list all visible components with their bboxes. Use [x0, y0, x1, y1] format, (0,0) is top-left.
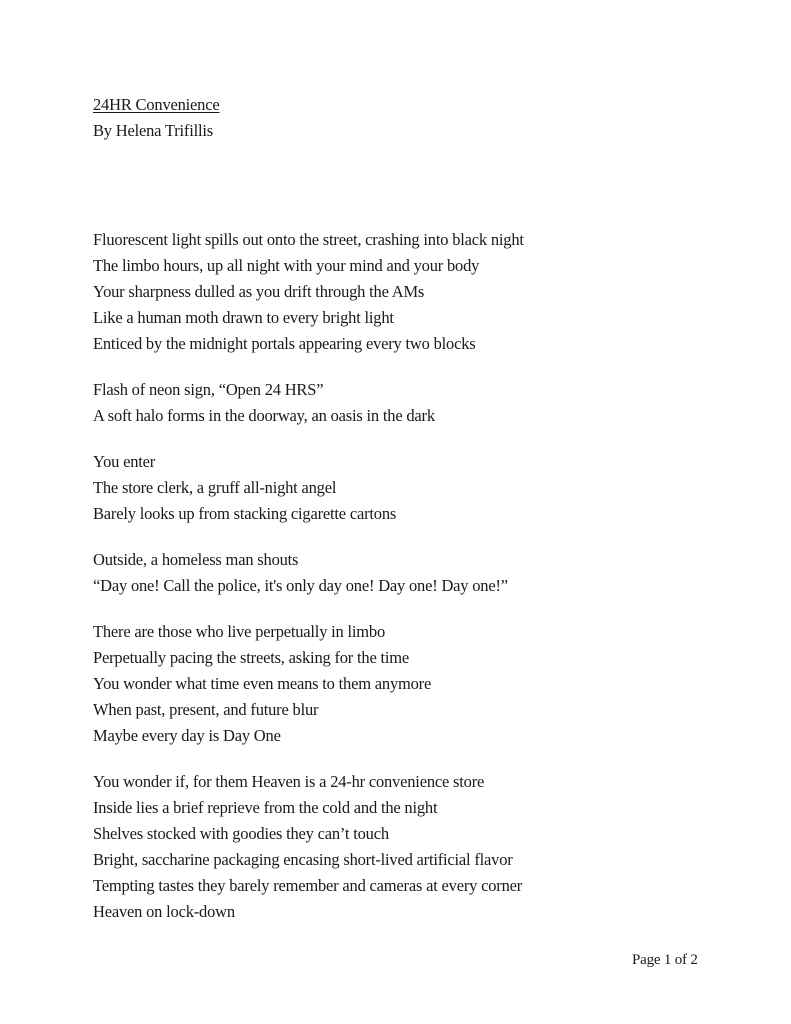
poem-line: Perpetually pacing the streets, asking for the time	[93, 648, 410, 667]
poem-title: 24HR Convenience	[93, 95, 220, 114]
poem-line: Enticed by the midnight portals appearing every two blocks	[93, 334, 476, 353]
poem-line: Flash of neon sign, “Open 24 HRS”	[93, 380, 324, 399]
poem-line: You wonder what time even means to them anymore	[93, 674, 432, 693]
poem-line: Barely looks up from stacking cigarette cartons	[93, 504, 397, 523]
poem-line: Your sharpness dulled as you drift through the AMs	[93, 282, 425, 301]
poem-line: Inside lies a brief reprieve from the cold and the night	[93, 798, 438, 817]
poem-line: Fluorescent light spills out onto the street, crashing into black night	[93, 230, 524, 249]
poem-line: When past, present, and future blur	[93, 700, 319, 719]
poem-line: Bright, saccharine packaging encasing short-lived artificial flavor	[93, 850, 513, 869]
poem-byline: By Helena Trifillis	[93, 121, 213, 140]
poem-line: Maybe every day is Day One	[93, 726, 281, 745]
stanza-2	[93, 377, 713, 429]
poem-line: The limbo hours, up all night with your mind and your body	[93, 256, 480, 275]
stanza-4	[93, 547, 713, 599]
poem-line: A soft halo forms in the doorway, an oasis in the dark	[93, 406, 435, 425]
poem-line: You enter	[93, 452, 156, 471]
poem-line: You wonder if, for them Heaven is a 24-hr convenience store	[93, 772, 485, 791]
poem-body	[93, 92, 713, 945]
stanza-5	[93, 619, 713, 749]
poem-line: Like a human moth drawn to every bright light	[93, 308, 394, 327]
stanza-6	[93, 769, 713, 925]
poem-line: Heaven on lock-down	[93, 902, 235, 921]
poem-line: Shelves stocked with goodies they can’t touch	[93, 824, 389, 843]
stanza-3	[93, 449, 713, 527]
poem-line: The store clerk, a gruff all-night angel	[93, 478, 337, 497]
page-number: Page 1 of 2	[632, 952, 698, 968]
stanza-1	[93, 227, 713, 357]
poem-line: Outside, a homeless man shouts	[93, 550, 299, 569]
poem-line: “Day one! Call the police, it's only day one! Day one! Day one!”	[93, 576, 508, 595]
poem-line: There are those who live perpetually in limbo	[93, 622, 386, 641]
poem-line: Tempting tastes they barely remember and cameras at every corner	[93, 876, 523, 895]
header-spacer	[93, 144, 713, 227]
